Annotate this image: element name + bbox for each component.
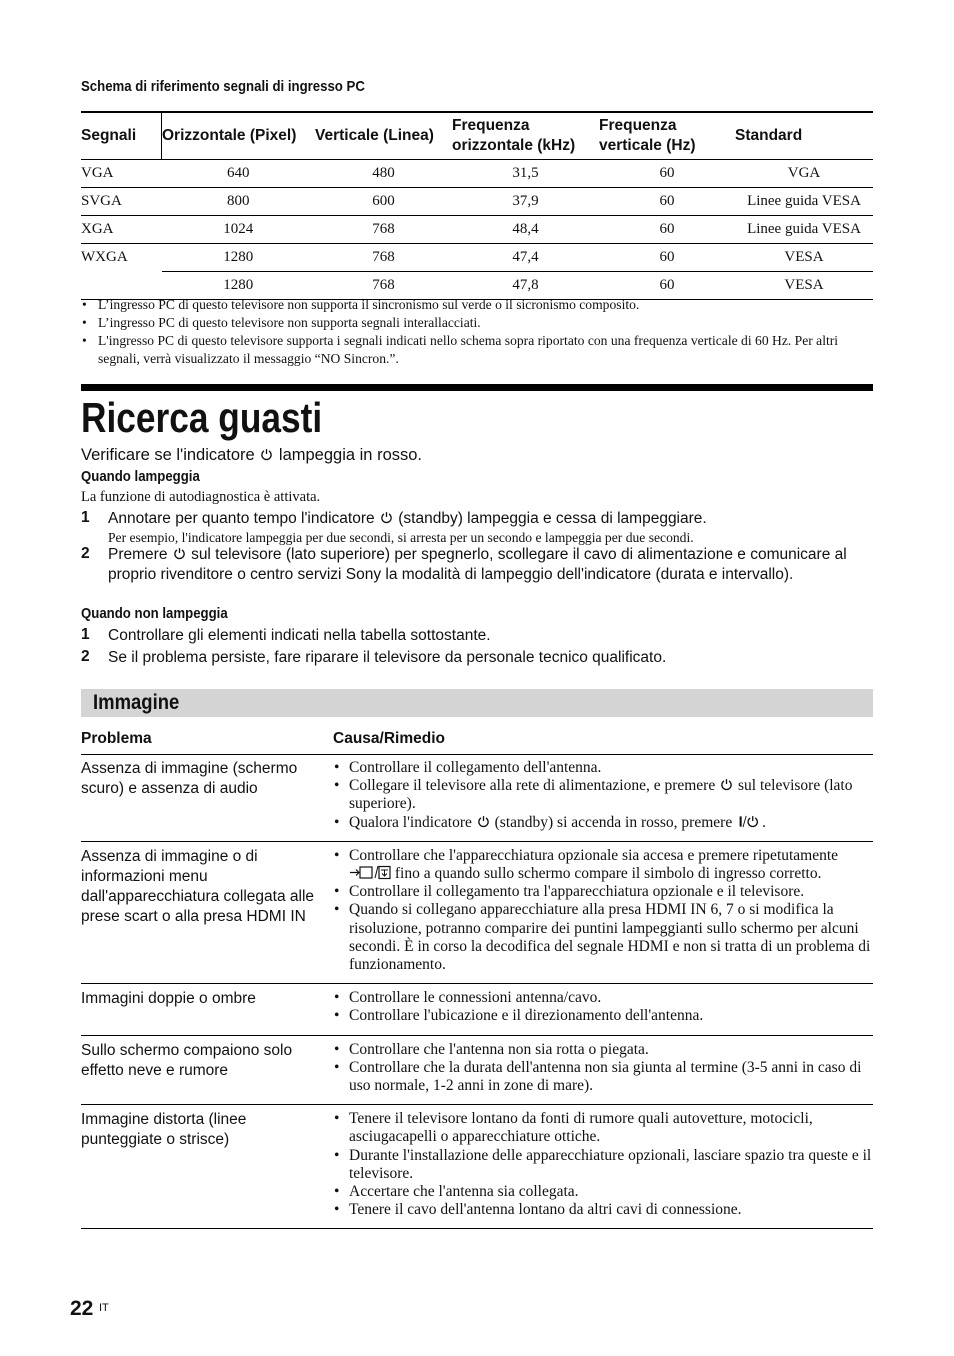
remedy-item: [333, 814, 873, 832]
col-header-problem: Problema: [81, 727, 333, 755]
intro-line: [81, 446, 422, 465]
bullet: •: [334, 1040, 340, 1058]
note-text: L’ingresso PC di questo televisore non supporta il sincronismo sul verde o il sicronismo composito.: [98, 297, 640, 312]
bullet: •: [334, 759, 340, 776]
bullet: •: [334, 1058, 340, 1076]
col-header-standard: Standard: [735, 112, 873, 160]
power-icon: [380, 511, 393, 524]
blinking-description: La funzione di autodiagnostica è attivata.: [81, 489, 321, 505]
section-title: Immagine: [93, 691, 180, 714]
not-blinking-subtitle: Quando non lampeggia: [81, 605, 228, 622]
remedy-text: Controllare che l'antenna non sia rotta o piegata.: [349, 1040, 649, 1058]
vertical-frequency: 60: [599, 188, 735, 216]
note-text: L’ingresso PC di questo televisore non supporta segnali interallacciati.: [98, 315, 481, 330]
horizontal-frequency: 47,4: [452, 244, 599, 272]
remedy-item: [333, 1041, 873, 1059]
remedy-text: Qualora l'indicatore: [349, 813, 472, 831]
remedy-text-cont: fino a quando sullo schermo compare il simbolo di ingresso corretto.: [394, 865, 822, 883]
note-item: [81, 332, 873, 368]
remedy-item: [333, 777, 873, 813]
step-text-cont: (standby) lampeggia e cessa di lampeggiare.: [398, 510, 707, 527]
remedy-cell: [333, 755, 873, 842]
remedy-text-end: .: [762, 813, 766, 831]
horizontal-pixels: 640: [162, 160, 316, 188]
remedy-text: Quando si collegano apparecchiature alla presa HDMI IN 6, 7 o si modifica la risoluzione, potranno comparire dei puntini lampeggianti sullo schermo per alcuni secondi. È in corso la decodifica del segnale HDMI e non si tratta di un problema di funzionamento.: [349, 901, 871, 974]
bullet: •: [334, 777, 340, 795]
remedy-item: [333, 901, 873, 974]
horizontal-frequency: 31,5: [452, 160, 599, 188]
col-header-vertical: Verticale (Linea): [315, 112, 452, 160]
standard: Linee guida VESA: [735, 188, 873, 216]
horizontal-frequency: 37,9: [452, 188, 599, 216]
remedy-item: [333, 989, 873, 1007]
step-text: Premere: [108, 546, 168, 563]
page-title: Ricerca guasti: [81, 394, 323, 441]
blinking-step-1: [81, 509, 873, 546]
table-row: [81, 188, 873, 216]
table-row: [81, 755, 873, 842]
signal-name: SVGA: [81, 188, 162, 216]
intro-text-b: lampeggia in rosso.: [278, 446, 422, 464]
vertical-lines: 600: [315, 188, 452, 216]
remedy-text-cont: sul televisore (lato superiore).: [349, 777, 853, 813]
remedy-item: [333, 1183, 873, 1201]
bullet: •: [334, 989, 340, 1007]
remedy-text: Collegare il televisore alla rete di alimentazione, e premere: [349, 777, 716, 795]
step-text: Controllare gli elementi indicati nella tabella sottostante.: [108, 627, 491, 644]
col-header-remedy: Causa/Rimedio: [333, 727, 873, 755]
problem-cell: Sullo schermo compaiono solo effetto neve e rumore: [81, 1035, 333, 1105]
remedy-text: Controllare le connessioni antenna/cavo.: [349, 989, 602, 1007]
remedy-cell: [333, 1035, 873, 1105]
problem-cell: Assenza di immagine (schermo scuro) e assenza di audio: [81, 755, 333, 842]
bullet: •: [334, 1183, 340, 1201]
pc-signal-table-title: Schema di riferimento segnali di ingresso PC: [81, 78, 365, 95]
blinking-subtitle: Quando lampeggia: [81, 468, 200, 485]
step-number: 2: [81, 545, 90, 562]
bullet: •: [334, 901, 340, 919]
standard: VESA: [735, 244, 873, 272]
table-row: [81, 244, 873, 272]
remedy-text: Tenere il cavo dell'antenna lontano da altri cavi di connessione.: [349, 1201, 742, 1219]
bullet: •: [334, 1007, 340, 1025]
vertical-frequency: 60: [599, 272, 735, 300]
note-item: [81, 314, 873, 332]
power-icon: [720, 778, 733, 791]
table-row: [81, 1105, 873, 1229]
table-row: [81, 984, 873, 1035]
standard: VGA: [735, 160, 873, 188]
section-header-bar: [81, 689, 873, 717]
troubleshooting-table: [81, 727, 873, 1229]
section-divider: [81, 384, 873, 391]
standby-toggle-icon: [737, 815, 761, 828]
horizontal-pixels: 1280: [162, 272, 316, 300]
bullet: •: [334, 846, 340, 864]
col-header-vfreq: Frequenza verticale (Hz): [599, 112, 735, 160]
problem-cell: Assenza di immagine o di informazioni menu dall'apparecchiatura collegata alle prese scart o alla presa HDMI IN: [81, 841, 333, 983]
not-blinking-step-1: [81, 626, 873, 646]
page-number: 22: [70, 1297, 94, 1320]
bullet: •: [334, 883, 340, 901]
table-row: [81, 1035, 873, 1105]
intro-text-a: Verificare se l'indicatore: [81, 446, 255, 464]
signal-name: VGA: [81, 160, 162, 188]
vertical-lines: 768: [315, 272, 452, 300]
pc-notes: [81, 296, 873, 368]
remedy-cell: [333, 841, 873, 983]
bullet: •: [82, 333, 87, 348]
remedy-text: Controllare il collegamento dell'antenna.: [349, 759, 602, 776]
blinking-step-2: [81, 545, 873, 584]
signal-name: XGA: [81, 216, 162, 244]
table-row: [81, 841, 873, 983]
step-number: 2: [81, 648, 90, 665]
horizontal-pixels: 800: [162, 188, 316, 216]
remedy-item: [333, 759, 873, 777]
remedy-text-cont: (standby) si accenda in rosso, premere: [494, 813, 733, 831]
problem-cell: Immagine distorta (linee punteggiate o strisce): [81, 1105, 333, 1229]
bullet: •: [82, 297, 87, 312]
step-text: Se il problema persiste, fare riparare il televisore da personale tecnico qualificato.: [108, 649, 667, 666]
vertical-frequency: 60: [599, 244, 735, 272]
table-header-row: [81, 112, 873, 160]
remedy-cell: [333, 984, 873, 1035]
power-icon: [260, 448, 273, 461]
horizontal-pixels: 1024: [162, 216, 316, 244]
standard: VESA: [735, 272, 873, 300]
power-icon: [477, 815, 490, 828]
vertical-frequency: 60: [599, 216, 735, 244]
note-text: L'ingresso PC di questo televisore supporta i segnali indicati nello schema sopra riportato con una frequenza verticale di 60 Hz. Per altri segnali, verrà visualizzato il messaggio “NO Sincron.”.: [98, 333, 839, 366]
problem-cell: Immagini doppie o ombre: [81, 984, 333, 1035]
remedy-text: Tenere il televisore lontano da fonti di rumore quali autovetture, motocicli, asciugacapelli o apparecchiature ottiche.: [349, 1110, 813, 1146]
remedy-text: Controllare che la durata dell'antenna non sia giunta al termine (3-5 anni in caso di uso normale, 1-2 anni in zone di mare).: [349, 1058, 862, 1095]
horizontal-pixels: 1280: [162, 244, 316, 272]
remedy-text: Controllare il collegamento tra l'apparecchiatura opzionale e il televisore.: [349, 883, 805, 901]
remedy-text: Controllare che l'apparecchiatura opzionale sia accesa e premere ripetutamente: [349, 846, 839, 864]
horizontal-frequency: 47,8: [452, 272, 599, 300]
vertical-lines: 480: [315, 160, 452, 188]
horizontal-frequency: 48,4: [452, 216, 599, 244]
remedy-item: [333, 847, 873, 883]
power-icon: [173, 547, 186, 560]
table-row: [81, 160, 873, 188]
remedy-cell: [333, 1105, 873, 1229]
step-text: Annotare per quanto tempo l'indicatore: [108, 510, 375, 527]
remedy-item: [333, 1147, 873, 1183]
bullet: •: [334, 1146, 340, 1164]
bullet: •: [334, 1110, 340, 1128]
bullet: •: [334, 1201, 340, 1219]
note-item: [81, 296, 873, 314]
vertical-lines: 768: [315, 216, 452, 244]
input-select-icon: [349, 865, 391, 880]
remedy-text: Accertare che l'antenna sia collegata.: [349, 1183, 579, 1201]
vertical-lines: 768: [315, 244, 452, 272]
remedy-item: [333, 1110, 873, 1146]
table-header-row: [81, 727, 873, 755]
step-example: Per esempio, l'indicatore lampeggia per due secondi, si arresta per un secondo e lampeggia per due secondi.: [108, 529, 694, 545]
standard: Linee guida VESA: [735, 216, 873, 244]
remedy-item: [333, 1059, 873, 1095]
table-row: [81, 216, 873, 244]
signal-name: WXGA: [81, 249, 128, 266]
page-language: IT: [99, 1302, 109, 1314]
col-header-horizontal: Orizzontale (Pixel): [162, 112, 316, 160]
remedy-item: [333, 1007, 873, 1025]
step-number: 1: [81, 626, 90, 643]
step-number: 1: [81, 509, 90, 526]
remedy-text: Controllare l'ubicazione e il direzionamento dell'antenna.: [349, 1007, 704, 1025]
remedy-item: [333, 1201, 873, 1219]
not-blinking-step-2: [81, 648, 873, 668]
step-text-cont: sul televisore (lato superiore) per spegnerlo, scollegare il cavo di alimentazione e comunicare al proprio rivenditore o centro servizi Sony la modalità di lampeggio dell'indicatore (durata e intervallo).: [108, 546, 847, 583]
remedy-item: [333, 883, 873, 901]
bullet: •: [334, 813, 340, 831]
remedy-text: Durante l'installazione delle apparecchiature opzionali, lasciare spazio tra queste e il televisore.: [349, 1146, 872, 1182]
pc-signal-table: [81, 111, 873, 300]
col-header-hfreq: Frequenza orizzontale (kHz): [452, 112, 599, 160]
col-header-signals: Segnali: [81, 112, 162, 160]
vertical-frequency: 60: [599, 160, 735, 188]
bullet: •: [82, 315, 87, 330]
